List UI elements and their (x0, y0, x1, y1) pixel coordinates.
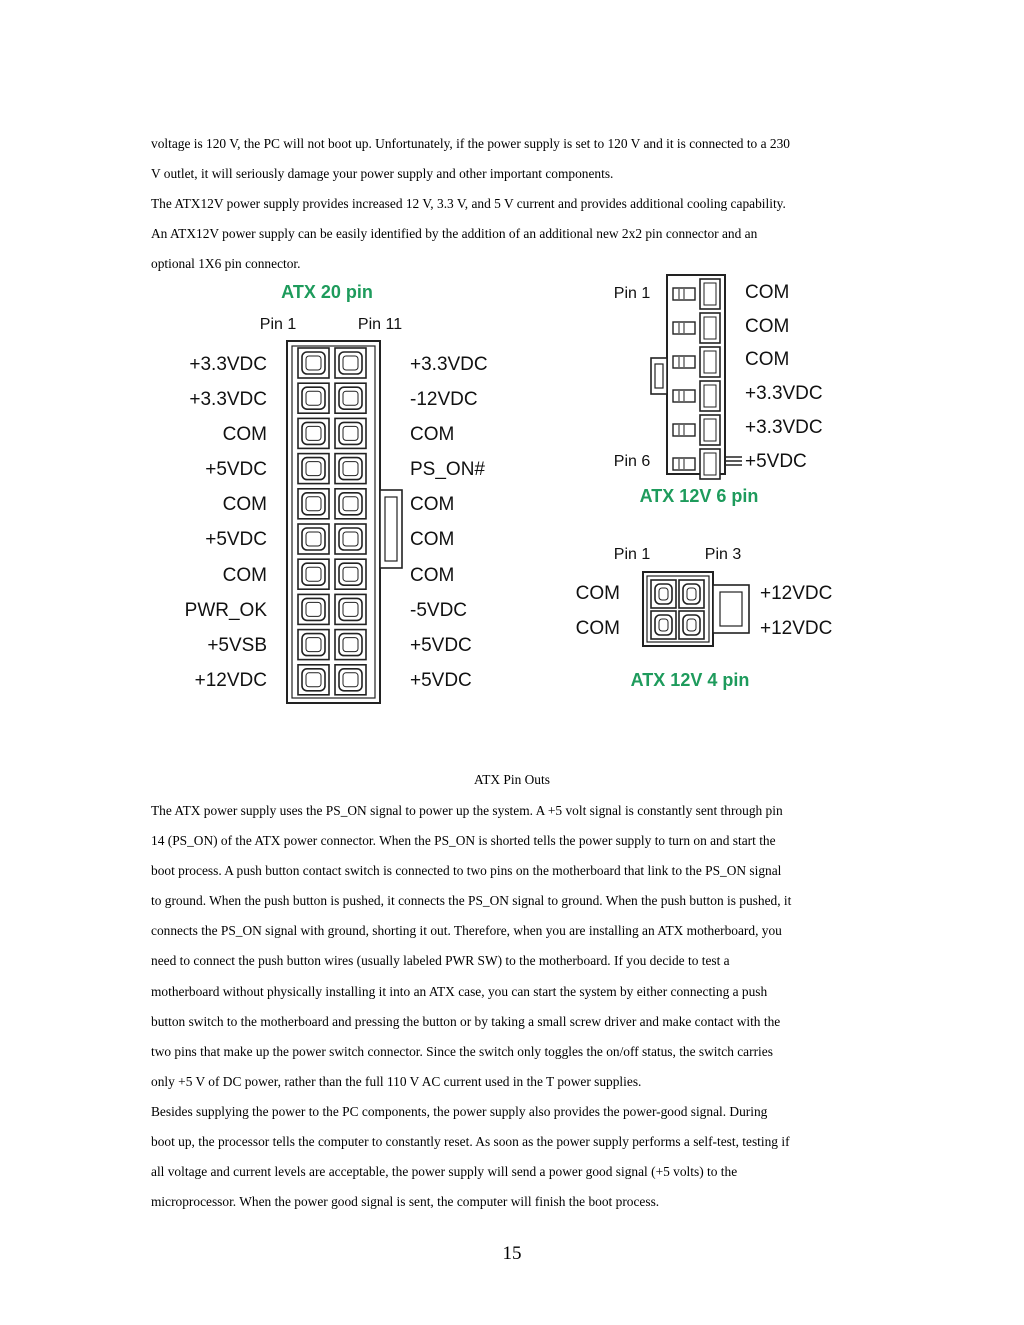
atx20-pin-right (335, 665, 366, 695)
atx4-left-label: COM (575, 618, 620, 639)
atx20-pin-left (298, 665, 329, 695)
atx4-left-label: COM (575, 583, 620, 604)
atx20-left-label: PWR_OK (184, 600, 267, 621)
intro-line-2: V outlet, it will seriously damage your power supply and other important components. (151, 166, 614, 181)
atx20-left-label: COM (222, 424, 267, 445)
atx20-right-label: PS_ON# (410, 459, 485, 480)
atx20-left-labels (185, 354, 268, 691)
body-line-7: motherboard without physically installing it into an ATX case, you can start the system by either connecting a push (151, 984, 768, 999)
body-line-5: connects the PS_ON signal with ground, shorting it out. Therefore, when you are installing an ATX motherboard, you (151, 923, 782, 938)
body-line-10: only +5 V of DC power, rather than the full 110 V AC current used in the T power supplies. (151, 1074, 642, 1089)
atx20-right-labels (410, 354, 488, 691)
atx20-pin-left (298, 594, 329, 624)
atx4-pin (651, 611, 676, 639)
atx4-pin (651, 580, 676, 608)
body-line-6: need to connect the push button wires (usually labeled PWR SW) to the motherboard. If you decide to test a (151, 953, 730, 968)
atx4-left-labels (576, 583, 620, 639)
atx20-pin-right (335, 594, 366, 624)
body-line-2: 14 (PS_ON) of the ATX power connector. When the PS_ON is shorted tells the power supply to turn on and start the (151, 833, 776, 848)
atx6-pin1-label: Pin 1 (613, 285, 651, 302)
atx6-label: +5VDC (745, 451, 807, 472)
atx4-right-label: +12VDC (760, 618, 833, 639)
body-line-9: two pins that make up the power switch connector. Since the switch only toggles the on/off status, the switch carries (151, 1044, 773, 1059)
intro-line-4: An ATX12V power supply can be easily identified by the addition of an additional new 2x2 pin connector and an (151, 226, 758, 241)
atx20-right-label: COM (410, 494, 455, 515)
atx20-connector (185, 282, 488, 703)
atx20-left-label: +5VDC (205, 459, 267, 480)
atx6-title: ATX 12V 6 pin (639, 486, 759, 506)
atx6-labels (745, 282, 823, 472)
atx20-pin-right (335, 489, 366, 519)
intro-line-1: voltage is 120 V, the PC will not boot up. Unfortunately, if the power supply is set to 120 V and it is connected to a 230 (151, 136, 790, 151)
atx20-right-label: -12VDC (410, 389, 478, 410)
atx20-right-label: +5VDC (410, 670, 472, 691)
atx20-pin-right (335, 418, 366, 448)
atx6-connector (614, 275, 823, 506)
atx20-left-label: COM (222, 565, 267, 586)
atx20-pin-left (298, 383, 329, 413)
atx20-pin-right (335, 559, 366, 589)
atx4-right-labels (760, 583, 832, 639)
intro-line-5: optional 1X6 pin connector. (151, 256, 301, 271)
body-line-13: all voltage and current levels are acceptable, the power supply will send a power good signal (+5 volts) to the (151, 1164, 738, 1179)
atx6-wire (725, 457, 742, 465)
atx6-label: COM (745, 316, 790, 337)
page-number: 15 (502, 1243, 522, 1264)
body-line-1: The ATX power supply uses the PS_ON signal to power up the system. A +5 volt signal is constantly sent through pin (151, 803, 783, 818)
body-line-14: microprocessor. When the power good signal is sent, the computer will finish the boot process. (151, 1194, 660, 1209)
atx4-latch (713, 585, 749, 633)
atx20-pin-left (298, 630, 329, 660)
atx20-right-label: -5VDC (410, 600, 468, 621)
atx4-pin1-label: Pin 1 (613, 546, 651, 563)
body-line-8: button switch to the motherboard and pressing the button or by taking a small screw driver and make contact with the (151, 1014, 781, 1029)
atx20-left-label: +3.3VDC (189, 389, 267, 410)
atx20-left-label: +5VSB (207, 635, 267, 656)
atx4-connector (576, 546, 833, 690)
body-line-11: Besides supplying the power to the PC components, the power supply also provides the power-good signal. During (151, 1104, 768, 1119)
atx20-pin-left (298, 454, 329, 484)
atx6-pin6-label: Pin 6 (613, 453, 651, 470)
atx4-pin (679, 611, 704, 639)
atx20-pin-left (298, 418, 329, 448)
atx20-right-label: COM (410, 565, 455, 586)
body-line-3: boot process. A push button contact switch is connected to two pins on the motherboard that link to the PS_ON signal (151, 863, 782, 878)
atx20-pin-right (335, 348, 366, 378)
atx20-right-label: COM (410, 424, 455, 445)
atx20-right-label: +3.3VDC (410, 354, 488, 375)
atx20-left-label: +5VDC (205, 529, 267, 550)
atx20-latch (380, 490, 402, 568)
atx6-label: +3.3VDC (745, 417, 823, 438)
atx20-title: ATX 20 pin (281, 282, 373, 302)
atx4-title: ATX 12V 4 pin (630, 670, 750, 690)
atx4-pin (679, 580, 704, 608)
atx4-pin3-label: Pin 3 (704, 546, 742, 563)
atx20-pin11-label: Pin 11 (357, 316, 403, 333)
atx20-left-label: +12VDC (194, 670, 267, 691)
atx20-pin-right (335, 383, 366, 413)
body-line-12: boot up, the processor tells the computer to constantly reset. As soon as the power supply performs a self-test, testing if (151, 1134, 790, 1149)
atx20-pin-left (298, 348, 329, 378)
atx6-label: COM (745, 282, 790, 303)
atx6-latch (651, 358, 667, 394)
atx20-pin-left (298, 489, 329, 519)
atx20-pin-right (335, 524, 366, 554)
atx20-pin-right (335, 630, 366, 660)
atx20-pin1-label: Pin 1 (259, 316, 297, 333)
atx20-pin-left (298, 559, 329, 589)
atx20-pin-left (298, 524, 329, 554)
figure-caption: ATX Pin Outs (474, 772, 550, 787)
atx20-left-label: +3.3VDC (189, 354, 267, 375)
atx6-label: COM (745, 349, 790, 370)
atx20-pin-right (335, 454, 366, 484)
atx20-right-label: COM (410, 529, 455, 550)
atx20-right-label: +5VDC (410, 635, 472, 656)
intro-line-3: The ATX12V power supply provides increased 12 V, 3.3 V, and 5 V current and provides additional cooling capability. (151, 196, 786, 211)
atx6-label: +3.3VDC (745, 383, 823, 404)
atx4-right-label: +12VDC (760, 583, 833, 604)
body-line-4: to ground. When the push button is pushed, it connects the PS_ON signal to ground. When the push button is pushed, it (151, 893, 792, 908)
atx20-left-label: COM (222, 494, 267, 515)
